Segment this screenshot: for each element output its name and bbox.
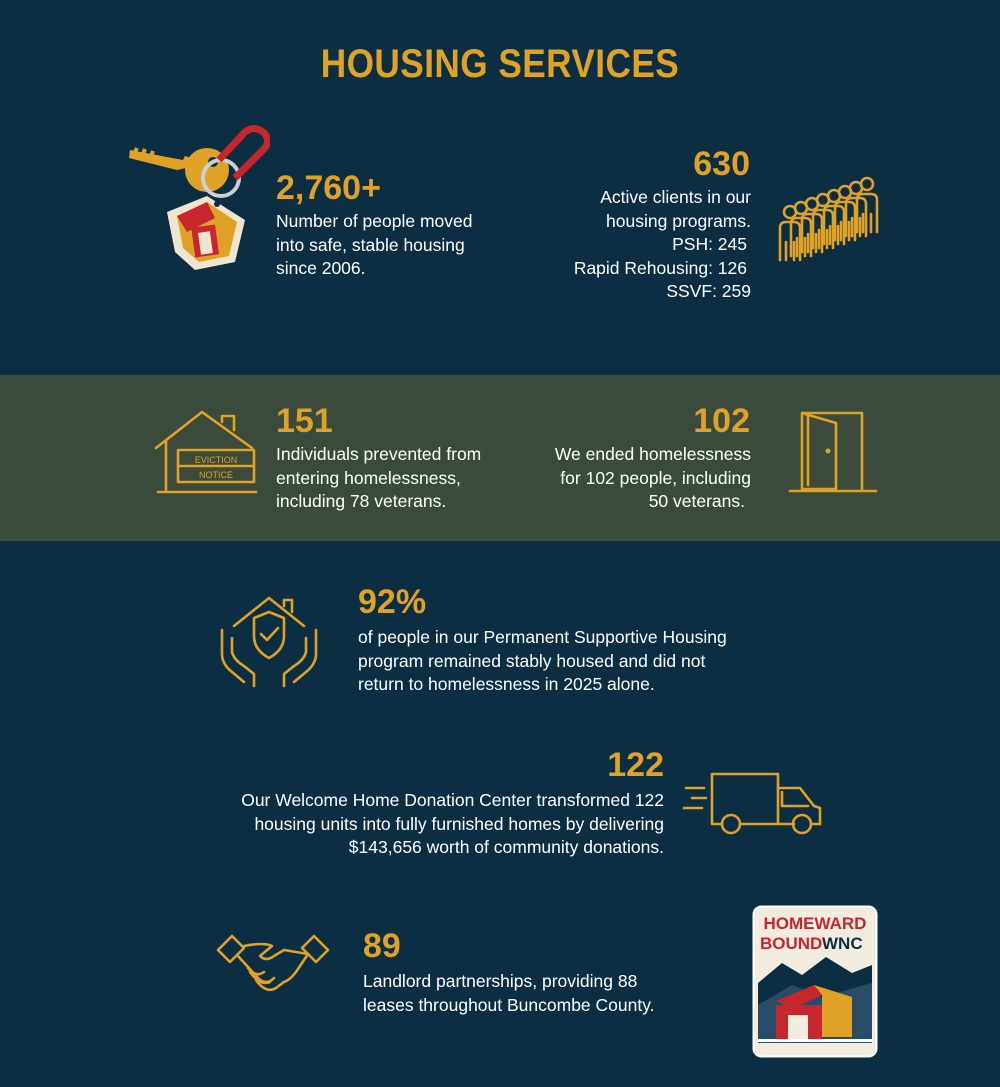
stat-text-active: Active clients in our housing programs. PSH: 245 Rapid Rehousing: 126 SSVF: 259 (573, 187, 751, 301)
page-title: HOUSING SERVICES (320, 42, 680, 86)
open-door-icon (786, 405, 881, 495)
stat-number-active: 630 (693, 145, 750, 183)
stat-text-landlords: Landlord partnerships, providing 88 leases throughout Buncombe County. (363, 971, 655, 1015)
keys-house-icon (125, 120, 270, 270)
stat-number-ended: 102 (693, 402, 750, 440)
handshake-icon (214, 928, 332, 1006)
hands-shield-house-icon (214, 590, 324, 690)
stat-text-ended: We ended homelessness for 102 people, including 50 veterans. (554, 444, 751, 511)
logo-word-bound: BOUND (760, 934, 823, 953)
stat-text-prevented: Individuals prevented from entering homelessness, including 78 veterans. (276, 444, 482, 511)
stat-text-furnished: Our Welcome Home Donation Center transformed 122 housing units into fully furnished homes by delivering $143,656 worth of community donations. (241, 790, 664, 857)
stat-text-stable: of people in our Permanent Supportive Housing program remained stably housed and did not return to homelessness in 2025 alone. (358, 627, 727, 694)
stat-number-moved: 2,760+ (276, 169, 381, 207)
stat-number-landlords: 89 (363, 927, 401, 965)
stat-number-stable: 92% (358, 583, 427, 621)
eviction-label: EVICTION (194, 455, 238, 465)
people-crowd-icon (772, 170, 892, 270)
logo-word-homeward: HOMEWARD (763, 914, 867, 933)
homeward-bound-logo (752, 905, 878, 1058)
stat-number-furnished: 122 (607, 746, 664, 784)
eviction-notice-house-icon (152, 408, 262, 500)
delivery-truck-icon (682, 768, 827, 838)
notice-label: NOTICE (198, 470, 234, 480)
stat-text-moved: Number of people moved into safe, stable housing since 2006. (276, 211, 473, 278)
logo-word-wnc: WNC (822, 934, 863, 953)
stat-number-prevented: 151 (276, 402, 333, 440)
